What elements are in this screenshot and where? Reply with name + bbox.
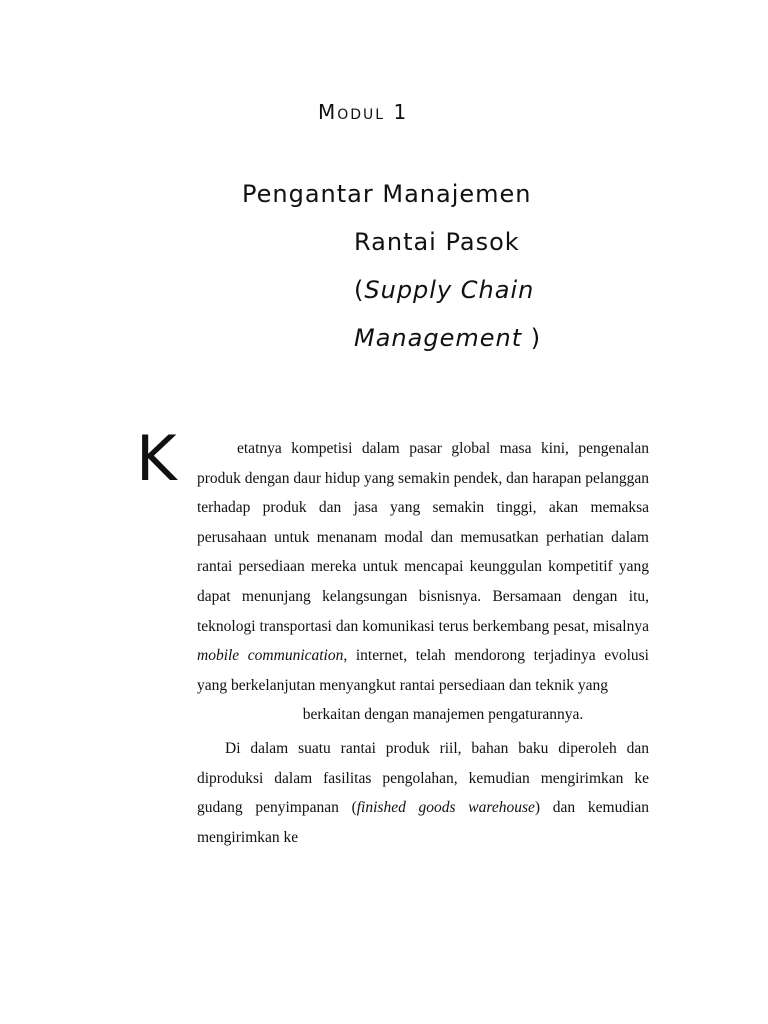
paragraph-1-text-b: , internet, telah mendorong terjadinya evolusi yang berkelanjutan menyangkut rantai persediaan dan teknik yang [197, 647, 649, 694]
module-heading: Modul 1 [318, 100, 409, 124]
title-italic-management: Management [354, 324, 523, 352]
paragraph-1-tail: berkaitan dengan manajemen pengaturannya. [302, 706, 584, 724]
title-paren-close: ) [522, 324, 542, 352]
paragraph-2-text-a: Di dalam suatu rantai produk riil, bahan baku diperoleh dan diproduksi dalam fasilitas pengolahan, kemudian mengirimkan ke gudang penyimpanan ( [197, 739, 649, 817]
body-text [197, 434, 649, 852]
title-line-1: Pengantar Manajemen [242, 180, 532, 208]
title-line-3 [242, 266, 572, 314]
title-paren-open: ( [354, 276, 365, 304]
paragraph-1 [197, 434, 649, 730]
drop-cap: K [136, 422, 177, 495]
paragraph-1-italic: mobile communication [197, 647, 344, 665]
title-line-2: Rantai Pasok [354, 228, 520, 256]
title-line-4 [242, 314, 572, 362]
paragraph-2 [197, 734, 649, 852]
paragraph-1-text-a: etatnya kompetisi dalam pasar global masa kini, pengenalan produk dengan daur hidup yang semakin pendek, dan harapan pelanggan terhadap produk dan jasa yang semakin tinggi, akan memaksa perusahaan untuk menanam modal dan memusatkan perhatian dalam rantai persediaan mereka untuk mencapai keunggulan kompetitif yang dapat menunjang kelangsungan bisnisnya. Bersamaan dengan itu, teknologi transportasi dan komunikasi terus berkembang pesat, misalnya [197, 440, 649, 635]
paragraph-2-italic: finished goods warehouse [356, 799, 535, 817]
paragraph-2-text-b: ) dan kemudian mengirimkan ke [197, 799, 650, 846]
chapter-title [242, 170, 572, 362]
title-italic-supply-chain: Supply Chain [364, 276, 535, 304]
